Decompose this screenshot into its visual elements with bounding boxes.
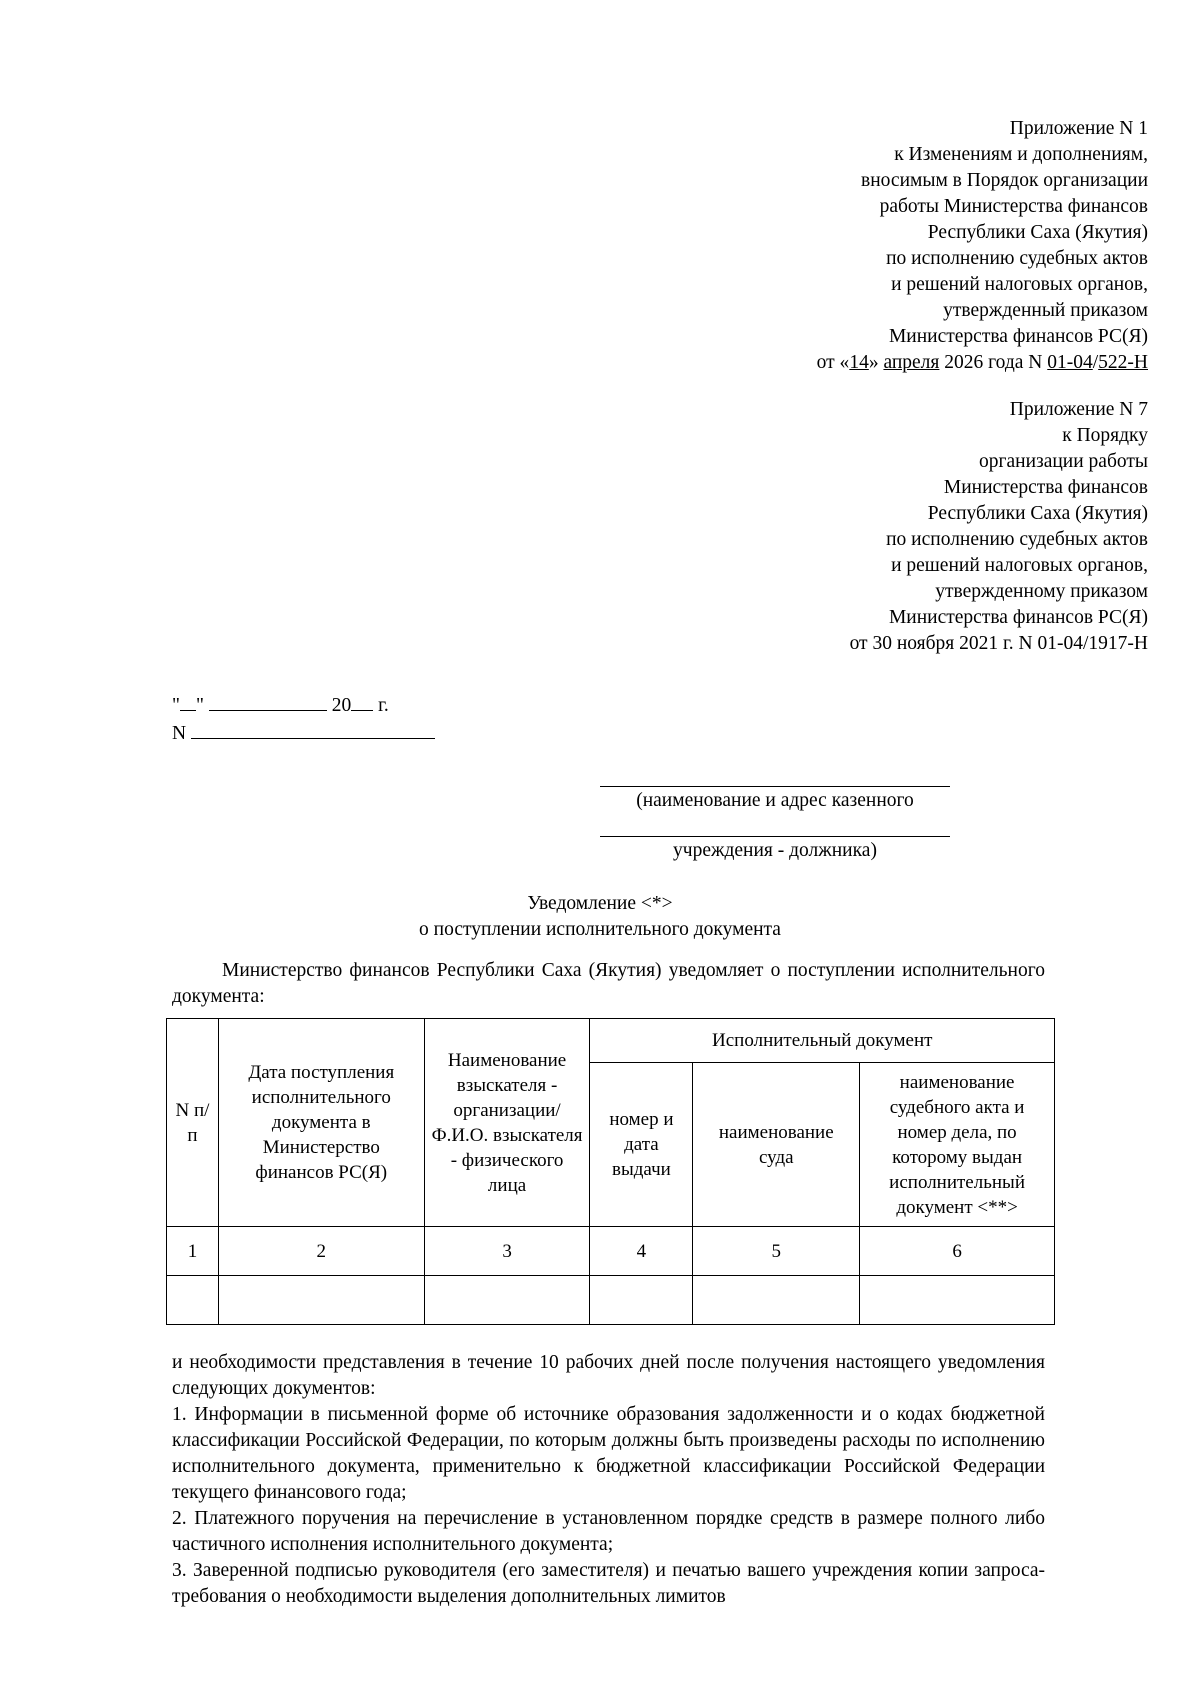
appendix-1-line: и решений налоговых органов,	[891, 274, 1148, 295]
recipient-rule	[600, 786, 950, 787]
order-mid1: »	[868, 352, 884, 373]
number-blank	[191, 720, 435, 739]
appendix-1-header	[817, 116, 1148, 376]
table-row	[167, 1276, 1055, 1325]
appendix-1-line: Приложение N 1	[1009, 118, 1148, 139]
number-label: N	[172, 723, 187, 744]
appendix-7-line: Министерства финансов РС(Я)	[888, 607, 1148, 628]
date-line	[172, 692, 435, 720]
day-blank	[180, 692, 196, 711]
table-row	[167, 1227, 1055, 1276]
order-number-part1: 01-04	[1047, 352, 1093, 373]
appendix-1-line: к Изменениям и дополнениям,	[894, 144, 1148, 165]
appendix-7-line: Республики Саха (Якутия)	[927, 503, 1148, 524]
notice-title-line: Уведомление <*>	[527, 893, 673, 914]
appendix-7-line: к Порядку	[1062, 425, 1148, 446]
empty-cell	[167, 1276, 219, 1325]
order-day: 14	[849, 352, 869, 373]
column-number: 4	[590, 1227, 693, 1276]
appendix-7-line: Приложение N 7	[1009, 399, 1148, 420]
appendix-7-line: утвержденному приказом	[935, 581, 1148, 602]
header-receipt-date: Дата поступления исполнительного документа в Министерство финансов РС(Я)	[218, 1019, 424, 1227]
month-blank	[209, 692, 327, 711]
order-mid2: 2026 года N	[939, 352, 1048, 373]
header-number-date: номер и дата выдачи	[590, 1063, 693, 1227]
empty-cell	[424, 1276, 590, 1325]
appendix-7-line: и решений налоговых органов,	[891, 555, 1148, 576]
body-paragraph: 3. Заверенной подписью руководителя (его заместителя) и печатью вашего учреждения копии запроса-требования о необходимости выделения дополнительных лимитов	[172, 1560, 1045, 1607]
appendix-7-line: организации работы	[978, 451, 1148, 472]
execution-document-table	[166, 1018, 1055, 1325]
year-blank	[351, 692, 373, 711]
year-suffix: г.	[378, 695, 389, 716]
column-number: 2	[218, 1227, 424, 1276]
year-prefix: 20	[331, 695, 352, 716]
body-paragraph: 2. Платежного поручения на перечисление в установленном порядке средств в размере полного либо частичного исполнения исполнительного документа;	[172, 1508, 1045, 1555]
order-prefix: от «	[816, 352, 850, 373]
header-court-act: наименование судебного акта и номер дела, по которому выдан исполнительный документ <**>	[860, 1063, 1055, 1227]
appendix-1-line: вносимым в Порядок организации	[861, 170, 1148, 191]
column-number: 3	[424, 1227, 590, 1276]
date-number-block	[172, 692, 435, 748]
header-claimant: Наименование взыскателя - организации/ Ф.И.О. взыскателя - физического лица	[424, 1019, 590, 1227]
empty-cell	[860, 1276, 1055, 1325]
column-number: 1	[167, 1227, 219, 1276]
appendix-1-line: Министерства финансов РС(Я)	[888, 326, 1148, 347]
appendix-1-line: Республики Саха (Якутия)	[927, 222, 1148, 243]
date-close-quote: "	[195, 695, 204, 716]
recipient-caption: учреждения - должника)	[673, 840, 877, 861]
order-number-part2: 522-Н	[1098, 352, 1148, 373]
column-number: 5	[693, 1227, 860, 1276]
header-court-name: наименование суда	[693, 1063, 860, 1227]
header-row-number: N п/п	[167, 1019, 219, 1227]
recipient-caption: (наименование и адрес казенного	[636, 790, 914, 811]
appendix-7-line: по исполнению судебных актов	[886, 529, 1148, 550]
recipient-rule	[600, 836, 950, 837]
appendix-1-line: утвержденный приказом	[943, 300, 1148, 321]
appendix-7-header	[850, 397, 1148, 657]
order-slash: /	[1092, 352, 1099, 373]
empty-cell	[218, 1276, 424, 1325]
order-month: апреля	[883, 352, 940, 373]
number-line	[172, 720, 435, 748]
appendix-1-line: работы Министерства финансов	[879, 196, 1148, 217]
appendix-1-line: по исполнению судебных актов	[886, 248, 1148, 269]
body-paragraph: и необходимости представления в течение 10 рабочих дней после получения настоящего уведомления следующих документов:	[172, 1352, 1045, 1399]
appendix-7-line: Министерства финансов	[943, 477, 1148, 498]
notice-subtitle-line: о поступлении исполнительного документа	[419, 919, 781, 940]
empty-cell	[693, 1276, 860, 1325]
appendix-1-order-line	[817, 350, 1148, 376]
body-text	[172, 1350, 1045, 1610]
intro-paragraph: Министерство финансов Республики Саха (Якутия) уведомляет о поступлении исполнительного документа:	[172, 960, 1045, 1007]
body-paragraph: 1. Информации в письменной форме об источнике образования задолженности и о кодах бюджетной классификации Российской Федерации, по которым должны быть произведены расходы по исполнению исполнительного документа, применительно к бюджетной классификации Российской Федерации текущего финансового года;	[172, 1404, 1045, 1503]
column-number: 6	[860, 1227, 1055, 1276]
notice-title	[0, 891, 1200, 943]
header-execution-document: Исполнительный документ	[590, 1019, 1055, 1063]
date-open-quote: "	[172, 695, 180, 716]
empty-cell	[590, 1276, 693, 1325]
appendix-7-line: от 30 ноября 2021 г. N 01-04/1917-Н	[849, 633, 1148, 654]
